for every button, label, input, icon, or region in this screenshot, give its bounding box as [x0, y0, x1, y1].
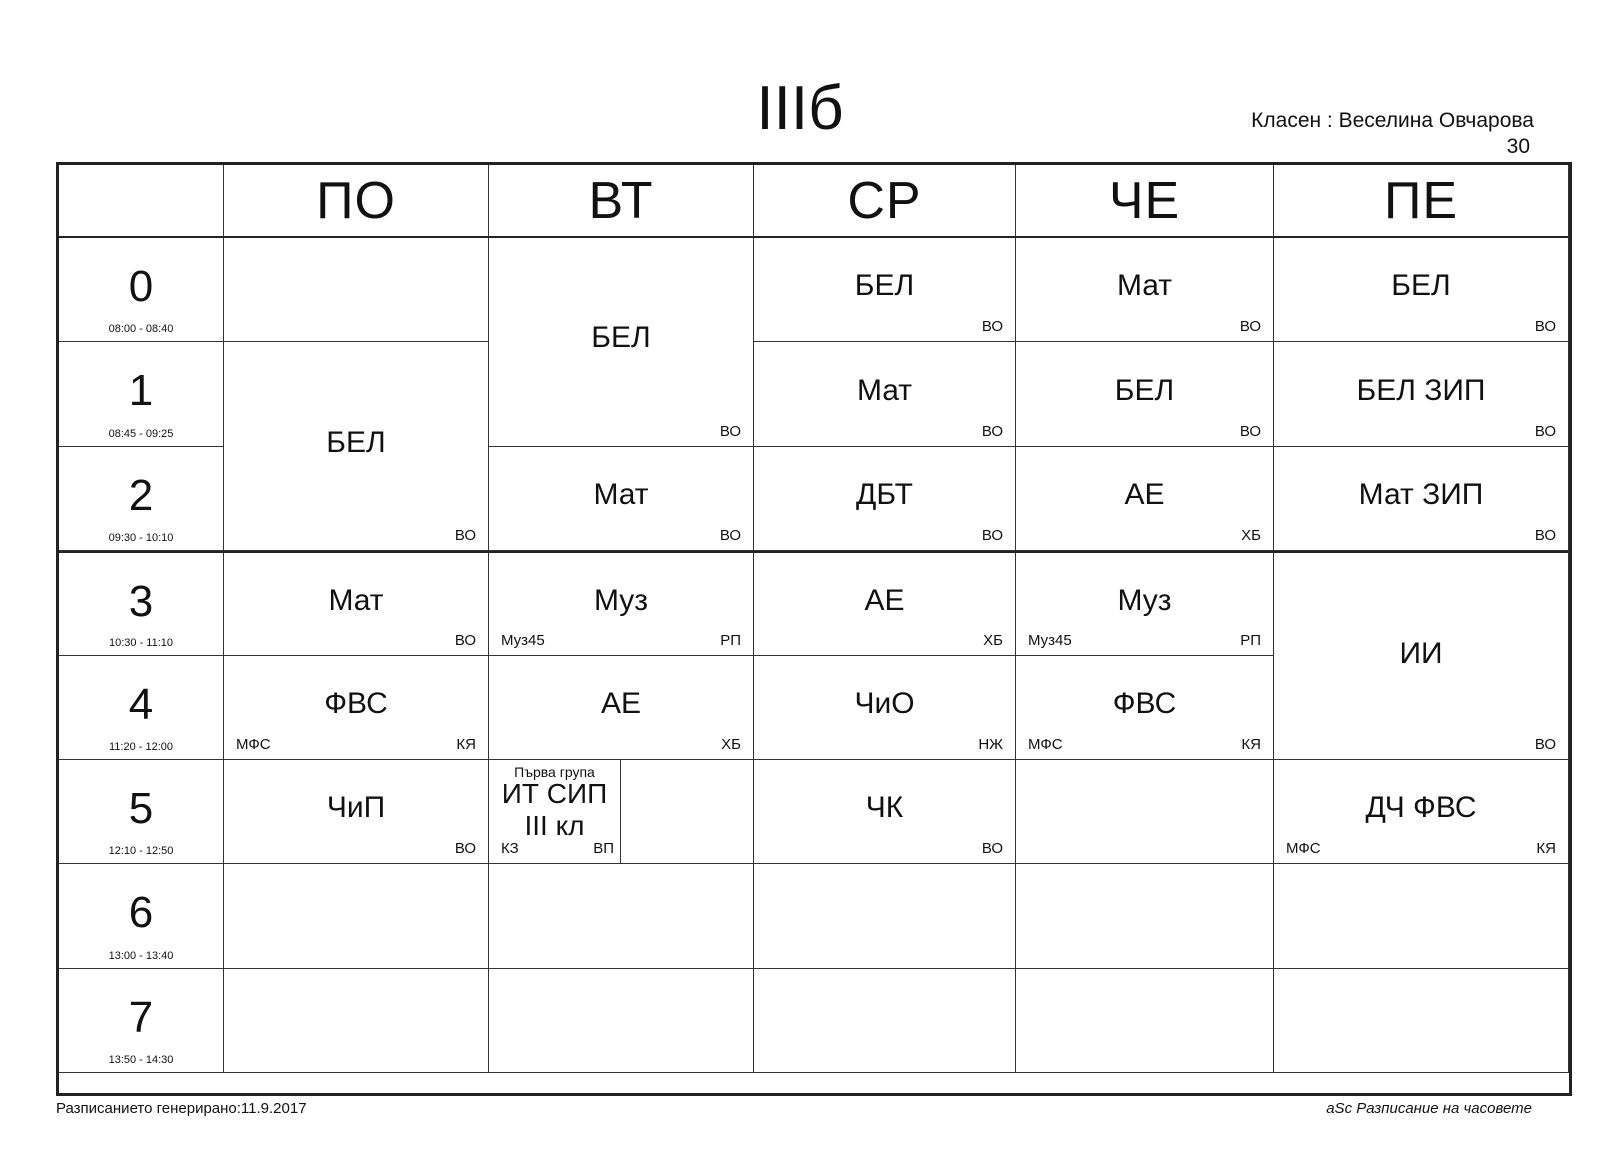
lesson-cell	[1016, 656, 1274, 760]
lesson-cell	[1274, 238, 1569, 342]
lesson-room: ВО	[454, 527, 476, 545]
timetable-grid	[56, 162, 1572, 1096]
lesson-room: РП	[720, 631, 741, 649]
lesson-subject: Мат	[593, 477, 649, 511]
period-number: 7	[128, 992, 154, 1042]
lesson-room: ВО	[719, 422, 741, 440]
empty-slot	[489, 969, 754, 1073]
lesson-room: ХБ	[1241, 527, 1261, 545]
lesson-cell	[1016, 342, 1274, 446]
lesson-cell	[224, 342, 489, 551]
period-time: 09:30 - 10:10	[108, 532, 174, 545]
group-subject-line1: ИТ СИП	[501, 778, 608, 809]
lesson-subject: ФВС	[1112, 686, 1177, 720]
lesson-cell	[1274, 760, 1569, 864]
lesson-room: ВО	[1534, 735, 1556, 753]
period-time: 13:00 - 13:40	[108, 949, 174, 962]
lesson-subject: АЕ	[600, 686, 642, 720]
lesson-room: ВО	[1534, 422, 1556, 440]
lesson-room: ВО	[454, 631, 476, 649]
lesson-subject: ЧиП	[326, 791, 386, 825]
lesson-room: НЖ	[978, 735, 1003, 753]
lesson-cell	[754, 238, 1016, 342]
lesson-cell	[1274, 342, 1569, 446]
period-time: 10:30 - 11:10	[108, 636, 173, 649]
lesson-room: ХБ	[983, 631, 1003, 649]
lesson-room: ВО	[1239, 318, 1261, 336]
lesson-subject: Мат	[1116, 269, 1173, 303]
lesson-room: РП	[1240, 631, 1261, 649]
period-cell	[59, 238, 224, 342]
period-number: 3	[128, 577, 154, 627]
lesson-subject: Мат ЗИП	[1358, 477, 1484, 511]
group-subject-line2: III кл	[524, 810, 585, 841]
lesson-subject: Мат	[328, 584, 384, 618]
lesson-cell	[754, 551, 1016, 655]
class-title: IIIб	[756, 74, 844, 143]
group-lesson-cell	[489, 760, 621, 864]
lesson-cell	[489, 447, 754, 551]
lesson-teacher: МФС	[1286, 840, 1321, 858]
lesson-room: КЯ	[1241, 735, 1261, 753]
lesson-cell	[754, 656, 1016, 760]
lesson-subject: АЕ	[864, 584, 905, 618]
empty-slot	[754, 864, 1016, 968]
period-number: 4	[128, 679, 154, 729]
lesson-subject: ЧК	[865, 791, 904, 825]
period-number: 6	[128, 888, 154, 938]
lesson-teacher: МФС	[1028, 735, 1063, 753]
group-empty-half	[621, 760, 754, 864]
period-number: 1	[128, 366, 154, 416]
lesson-room: ВО	[1239, 422, 1261, 440]
lesson-room: ВО	[981, 840, 1003, 858]
group-room: ВП	[593, 840, 614, 858]
lesson-cell	[489, 551, 754, 655]
lesson-cell	[1274, 447, 1569, 551]
period-cell	[59, 969, 224, 1073]
lesson-cell	[224, 551, 489, 655]
day-header: ВТ	[489, 165, 754, 238]
empty-slot	[489, 864, 754, 968]
lesson-room: ХБ	[721, 735, 741, 753]
period-cell	[59, 760, 224, 864]
period-time: 08:45 - 09:25	[108, 427, 174, 440]
lesson-subject: БЕЛ ЗИП	[1356, 373, 1486, 407]
day-header: СР	[754, 165, 1016, 238]
day-header: ПЕ	[1274, 165, 1569, 238]
period-number: 2	[128, 470, 154, 520]
empty-slot	[754, 969, 1016, 1073]
period-cell	[59, 864, 224, 968]
lesson-subject: ДБТ	[856, 477, 913, 511]
empty-slot	[1016, 760, 1274, 864]
empty-slot	[224, 969, 489, 1073]
lesson-room: ВО	[981, 527, 1003, 545]
empty-slot	[224, 864, 489, 968]
empty-slot	[224, 238, 489, 342]
period-cell	[59, 342, 224, 446]
period-cell	[59, 447, 224, 551]
grid-corner	[59, 165, 224, 238]
empty-slot	[1016, 969, 1274, 1073]
period-time: 13:50 - 14:30	[108, 1054, 174, 1067]
empty-slot	[1016, 864, 1274, 968]
group-teacher: КЗ	[501, 840, 519, 858]
period-time: 11:20 - 12:00	[108, 740, 173, 753]
lesson-teacher: МФС	[236, 735, 271, 753]
lesson-room: КЯ	[456, 735, 476, 753]
generated-date: Разписанието генерирано:11.9.2017	[56, 1100, 307, 1117]
lesson-room: ВО	[981, 422, 1003, 440]
group-label: Първа група	[514, 764, 595, 780]
lesson-subject: ЧиО	[854, 686, 915, 720]
lesson-cell	[489, 656, 754, 760]
lesson-cell	[1016, 238, 1274, 342]
lesson-room: ВО	[454, 840, 476, 858]
period-time: 12:10 - 12:50	[108, 845, 174, 858]
lesson-subject: АЕ	[1124, 477, 1165, 511]
class-number: 30	[1506, 135, 1530, 158]
lesson-cell	[1016, 447, 1274, 551]
lesson-room: ВО	[981, 318, 1003, 336]
lesson-cell	[224, 760, 489, 864]
lesson-subject: Муз	[1117, 584, 1172, 618]
lesson-subject: БЕЛ	[326, 425, 386, 459]
period-cell	[59, 656, 224, 760]
period-number: 0	[128, 262, 154, 311]
lesson-cell	[754, 447, 1016, 551]
lesson-subject: БЕЛ	[1391, 269, 1451, 303]
lesson-room: КЯ	[1536, 840, 1556, 858]
lesson-cell	[489, 238, 754, 447]
lesson-subject: Мат	[856, 373, 913, 407]
period-number: 5	[128, 784, 154, 833]
lesson-subject: Муз	[593, 584, 649, 618]
lesson-subject: БЕЛ	[591, 321, 651, 355]
lesson-cell	[754, 760, 1016, 864]
day-header: ПО	[224, 165, 489, 238]
period-cell	[59, 551, 224, 655]
lesson-room: ВО	[719, 527, 741, 545]
lesson-teacher: Муз45	[501, 631, 545, 649]
software-credit: aSc Разписание на часовете	[1326, 1100, 1532, 1117]
lesson-room: ВО	[1534, 527, 1556, 545]
lesson-room: ВО	[1534, 318, 1556, 336]
lesson-cell	[1274, 551, 1569, 760]
period-time: 08:00 - 08:40	[108, 323, 174, 336]
lesson-cell	[754, 342, 1016, 446]
empty-slot	[1274, 969, 1569, 1073]
class-teacher: Класен : Веселина Овчарова	[1251, 109, 1534, 132]
lesson-teacher: Муз45	[1028, 631, 1072, 649]
lesson-subject: БЕЛ	[1114, 373, 1175, 407]
lesson-subject: ДЧ ФВС	[1365, 791, 1477, 825]
lesson-subject: БЕЛ	[854, 269, 915, 303]
day-header: ЧЕ	[1016, 165, 1274, 238]
lesson-subject: ФВС	[324, 686, 388, 720]
empty-slot	[1274, 864, 1569, 968]
lesson-subject: ИИ	[1399, 636, 1443, 670]
lesson-cell	[224, 656, 489, 760]
lesson-cell	[1016, 551, 1274, 655]
